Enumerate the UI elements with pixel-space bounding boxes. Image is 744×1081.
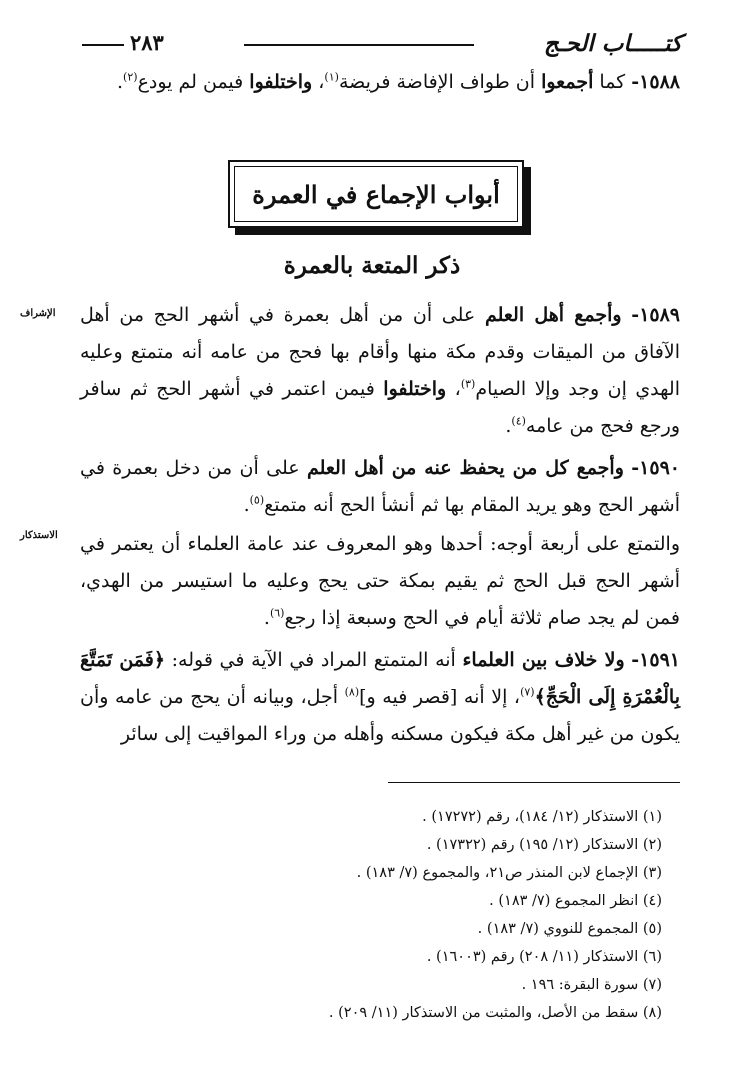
footnote: (٢) الاستذكار (١٢/ ١٩٥) رقم (١٧٣٢٢) . [426,837,662,853]
header-rule [244,44,474,46]
section-heading: ذكر المتعة بالعمرة [283,252,461,279]
chapter-title-box [228,160,524,228]
margin-note-ishraf: الإشراف [20,308,56,319]
footnote-ref: (٦) [269,606,285,620]
footnote: (٧) سورة البقرة: ١٩٦ . [521,977,662,993]
footnote-ref: (٣) [460,377,476,391]
footnote-separator [388,782,680,783]
footnote-ref: (٥) [249,493,265,507]
entry-1591: ١٥٩١- ولا خلاف بين العلماء أنه المتمتع المراد في الآية في قوله: ﴿فَمَن تَمَتَّعَ بِالْعُمْرَةِ إِلَى الْحَجِّ﴾$^{(٧)}$، إلا أنه [قصر فيه و]$^{(٨)}$ أجل، وبيانه أن يحج من عامه وأن يكون من غير أهل مكة فيكون مسكنه وأهله من وراء المواقيت إلى سائر [80,649,680,745]
footnote: (٣) الإجماع لابن المنذر ص٢١، والمجموع (٧/ ١٨٣) . [356,865,662,881]
quran-verse: ﴿فَمَن تَمَتَّعَ بِالْعُمْرَةِ إِلَى الْحَجِّ﴾ [80,649,680,708]
footnote: (٦) الاستذكار (١١/ ٢٠٨) رقم (١٦٠٠٣) . [426,949,662,965]
margin-note-istidhkar: الاستذكار [20,530,58,541]
entry-number: ١٥٨٩- [631,304,681,326]
footnote-ref: (٧) [520,685,535,699]
consensus-phrase: أجمعوا [541,71,594,93]
consensus-phrase: وأجمع كل من يحفظ عنه من أهل العلم [306,457,624,479]
entry-1588: ١٥٨٨- كما أجمعوا أن طواف الإفاضة فريضة$^{(١)}$، واختلفوا فيمن لم يودع$^{(٢)}$. [117,70,680,93]
chapter-title: أبواب الإجماع في العمرة [234,166,518,222]
consensus-phrase: ولا خلاف بين العلماء [462,649,625,671]
footnote-ref: (١) [324,70,339,84]
entry-number: ١٥٩٠- [631,457,680,479]
footnote: (٨) سقط من الأصل، والمثبت من الاستذكار (١١/ ٢٠٩) . [328,1005,662,1021]
footnote: (٤) انظر المجموع (٧/ ١٨٣) . [489,893,662,909]
footnotes [102,803,662,1027]
disagreement-phrase: واختلفوا [383,378,447,400]
entry-number: ١٥٨٨- [631,71,680,93]
running-title: كتـــــاب الحـج [543,30,682,57]
entry-1590: ١٥٩٠- وأجمع كل من يحفظ عنه من أهل العلم على أن من دخل بعمرة في أشهر الحج وهو يريد المقام بها ثم أنشأ الحج أنه متمتع$^{(٥)}$. [80,457,680,516]
footnote-ref: (٨) [344,685,360,699]
page-header [82,30,682,60]
footnote: (٥) المجموع للنووي (٧/ ١٨٣) . [477,921,662,937]
consensus-phrase: وأجمع أهل العلم [484,304,622,326]
disagreement-phrase: واختلفوا [249,71,313,93]
footnote-ref: (٢) [123,70,138,84]
page-number: ٢٨٣ [130,30,164,55]
entry-number: ١٥٩١- [631,649,680,671]
footnote-ref: (٤) [511,414,526,428]
paragraph-tamattu: والتمتع على أربعة أوجه: أحدها وهو المعروف عند عامة العلماء أن يعتمر في أشهر الحج قبل الحج ثم يقيم بمكة حتى يحج وعليه ما استيسر من الهدي، فمن لم يجد صام ثلاثة أيام في الحج وسبعة إذا رجع$^{(٦)}$. [80,533,680,629]
header-rule [82,44,124,46]
entry-1589: ١٥٨٩- وأجمع أهل العلم على أن من أهل بعمرة في أشهر الحج من أهل الآفاق من الميقات وقدم مكة منها وأقام بها فحج من عامه أنه متمتع وعليه الهدي إن وجد وإلا الصيام$^{(٣)}$، واختلفوا فيمن اعتمر في أشهر الحج ثم سافر ورجع فحج من عامه$^{(٤)}$. [80,304,681,437]
footnote: (١) الاستذكار (١٢/ ١٨٤)، رقم (١٧٢٧٢) . [422,809,662,825]
